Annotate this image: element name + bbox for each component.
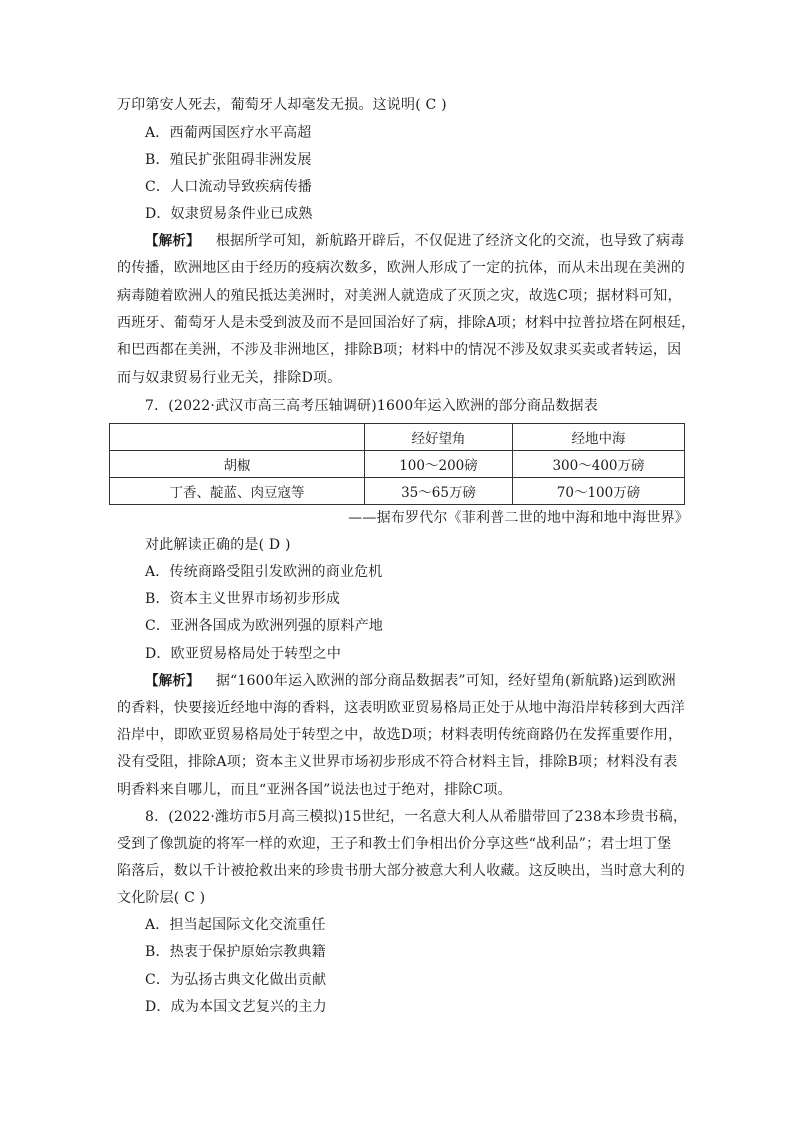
q6-option-c: C．人口流动导致疾病传播 xyxy=(145,179,313,195)
q6-option-b: B．殖民扩张阻碍非洲发展 xyxy=(145,152,312,168)
q8-stem-line-1: 8．(2022·潍坊市5月高三模拟)15世纪，一名意大利人从希腊带回了238本珍贵书稿， xyxy=(145,809,688,825)
q8-stem-line-4: 文化阶层( C ) xyxy=(117,890,206,906)
q6-stem-tail: 万印第安人死去，葡萄牙人却毫发无损。这说明( C ) xyxy=(117,97,447,113)
q6-option-d: D．奴隶贸易条件业已成熟 xyxy=(145,206,313,222)
q6-analysis-line-6: 而与奴隶贸易行业无关，排除D项。 xyxy=(117,370,342,386)
q6-analysis-label: 【解析】 xyxy=(145,233,200,249)
q7-option-a: A．传统商路受阻引发欧洲的商业危机 xyxy=(145,564,383,580)
q8-option-b: B．热衷于保护原始宗教典籍 xyxy=(145,944,326,960)
q7-analysis-text-1: 据“1600年运入欧洲的部分商品数据表”可知，经好望角(新航路)运到欧洲 xyxy=(215,673,676,689)
q8-option-a: A．担当起国际文化交流重任 xyxy=(145,917,326,933)
q7-option-c: C．亚洲各国成为欧洲列强的原料产地 xyxy=(145,618,384,634)
q7-data-table xyxy=(109,423,685,505)
q8-option-c: C．为弘扬古典文化做出贡献 xyxy=(145,972,327,988)
q6-analysis-line-2: 的传播，欧洲地区由于经历的疫病次数多，欧洲人形成了一定的抗体，而从未出现在美洲的 xyxy=(117,260,685,276)
table-cell: 35～65万磅 xyxy=(365,478,513,505)
table-cell: 100～200磅 xyxy=(365,451,513,478)
table-cell: 70～100万磅 xyxy=(513,478,685,505)
q7-option-b: B．资本主义世界市场初步形成 xyxy=(145,591,341,607)
table-row xyxy=(110,478,685,505)
q7-option-d: D．欧亚贸易格局处于转型之中 xyxy=(145,646,342,662)
table-cell: 胡椒 xyxy=(110,451,365,478)
q7-question: 对此解读正确的是( D ) xyxy=(145,537,291,553)
q6-analysis-text-1: 根据所学可知，新航路开辟后，不仅促进了经济文化的交流，也导致了病毒 xyxy=(215,233,685,249)
q6-analysis-line-1 xyxy=(145,232,684,250)
q7-analysis-line-5: 明香料来自哪儿，而且“亚洲各国”说法也过于绝对，排除C项。 xyxy=(117,782,512,798)
q6-analysis-line-5: 和巴西都在美洲，不涉及非洲地区，排除B项；材料中的情况不涉及奴隶买卖或者转运，因 xyxy=(117,342,682,358)
table-header-cell xyxy=(110,424,365,451)
q7-analysis-line-3: 沿岸中，即欧亚贸易格局处于转型之中，故选D项；材料表明传统商路仍在发挥重要作用， xyxy=(117,727,683,743)
q8-stem-line-2: 受到了像凯旋的将军一样的欢迎，王子和教士们争相出价分享这些“战利品”；君士坦丁堡 xyxy=(117,836,672,852)
q7-analysis-label: 【解析】 xyxy=(145,673,200,689)
q8-stem-line-3: 陷落后，数以千计被抢救出来的珍贵书册大部分被意大利人收藏。这反映出，当时意大利的 xyxy=(117,863,685,879)
q7-analysis-line-2: 的香料，快要接近经地中海的香料，这表明欧亚贸易格局正处于从地中海沿岸转移到大西洋 xyxy=(117,700,685,716)
table-cell: 丁香、靛蓝、肉豆寇等 xyxy=(110,478,365,505)
table-row xyxy=(110,451,685,478)
q7-analysis-line-1 xyxy=(145,672,676,690)
q7-source-citation: ——据布罗代尔《菲利普二世的地中海和地中海世界》 xyxy=(348,510,689,526)
q7-analysis-line-4: 没有受阻，排除A项；资本主义世界市场初步形成不符合材料主旨，排除B项；材料没有表 xyxy=(117,754,678,770)
table-header-row xyxy=(110,424,685,451)
table-header-cell: 经地中海 xyxy=(513,424,685,451)
q6-analysis-line-3: 病毒随着欧洲人的殖民抵达美洲时，对美洲人就造成了灭顶之灾，故选C项；据材料可知， xyxy=(117,288,682,304)
table-header-cell: 经好望角 xyxy=(365,424,513,451)
q6-analysis-line-4: 西班牙、葡萄牙人是未受到波及而不是回国治好了病，排除A项；材料中拉普拉塔在阿根廷， xyxy=(117,315,696,331)
q6-option-a: A．西葡两国医疗水平高超 xyxy=(145,125,312,141)
q8-option-d: D．成为本国文艺复兴的主力 xyxy=(145,999,327,1015)
table-cell: 300～400万磅 xyxy=(513,451,685,478)
q7-stem: 7．(2022·武汉市高三高考压轴调研)1600年运入欧洲的部分商品数据表 xyxy=(145,398,598,414)
